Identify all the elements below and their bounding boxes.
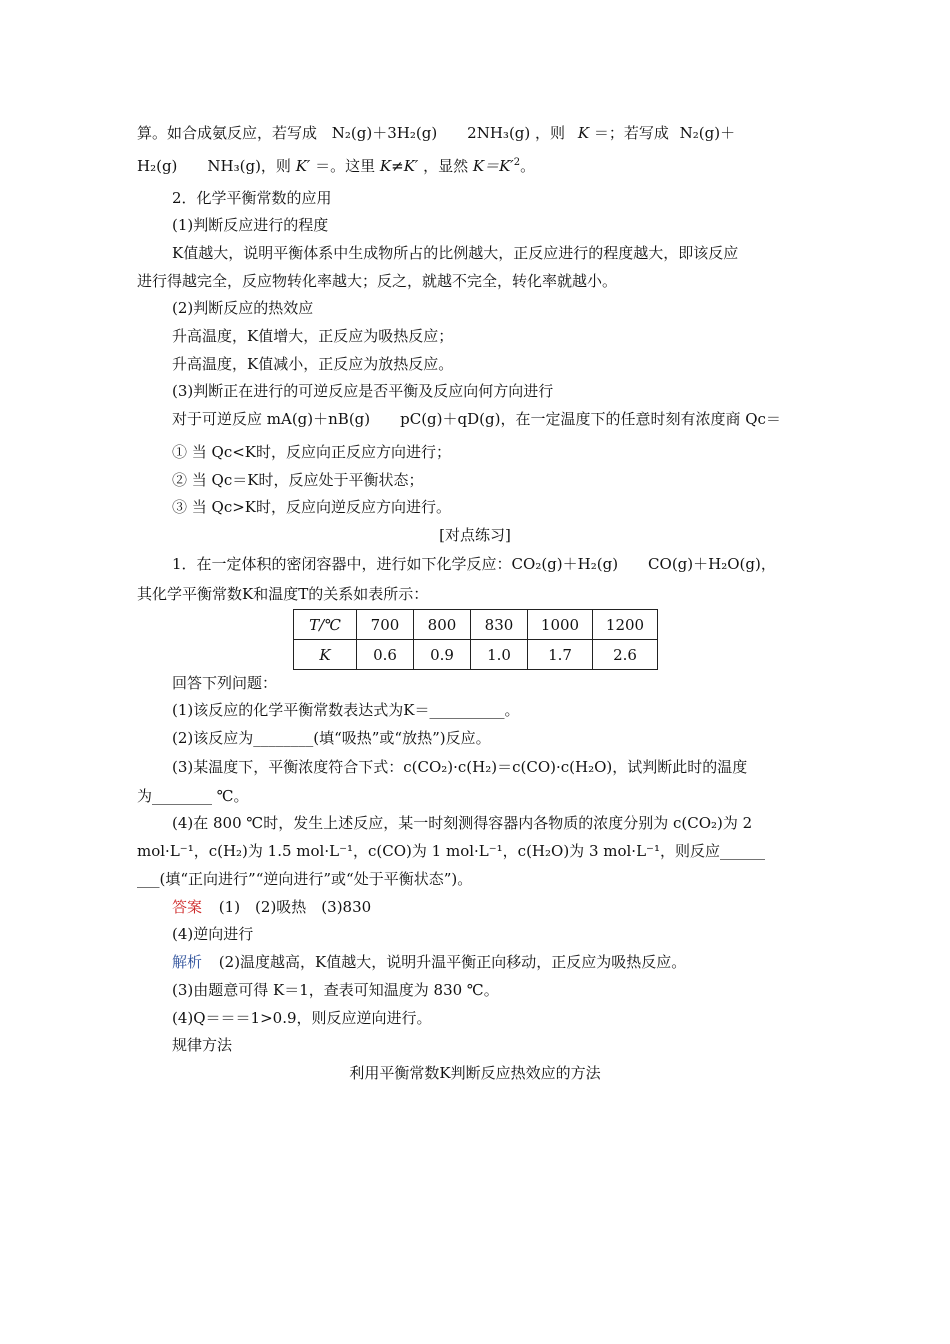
explanation-line: [172, 952, 686, 972]
table-cell: 0.6: [357, 640, 414, 670]
header-t: T/℃: [309, 615, 341, 634]
table-header-cell: [294, 610, 357, 640]
text: H₂(g) NH₃(g)，则: [137, 157, 291, 175]
superscript: 2: [513, 157, 521, 168]
question-4-line-3: ___(填“正向进行”“逆向进行”或“处于平衡状态”)。: [137, 870, 473, 888]
quotient-line: 对于可逆反应 mA(g)＋nB(g) pC(g)＋qD(g)，在一定温度下的任意时刻有浓度商 Qc＝: [172, 410, 781, 428]
answer-4: (4)逆向进行: [172, 925, 254, 943]
table-row: [294, 610, 658, 640]
answer-label: 答案: [172, 898, 203, 916]
table-cell: 700: [357, 610, 414, 640]
equation-fragment: N₂(g)＋: [679, 124, 736, 142]
table-cell: 1200: [593, 610, 658, 640]
case-2: ② 当 Qc＝K时，反应处于平衡状态；: [172, 471, 424, 489]
text: ＝。这里: [315, 157, 376, 175]
question-4-line-1: (4)在 800 ℃时，发生上述反应，某一时刻测得容器内各物质的浓度分别为 c(CO₂)为 2: [172, 814, 753, 832]
question-4-line-2: mol·L⁻¹，c(H₂)为 1.5 mol·L⁻¹，c(CO)为 1 mol·L⁻¹，c(H₂O)为 3 mol·L⁻¹，则反应______: [137, 842, 765, 860]
symbol-k-eq: K＝K′: [472, 157, 514, 175]
symbol-k-prime: K′: [295, 157, 311, 175]
symbol-k-neq: K≠K′: [379, 157, 419, 175]
answer-text: (1) (2)吸热 (3)830: [218, 898, 372, 916]
k-temperature-table: [293, 609, 658, 670]
section-2-title: 2．化学平衡常数的应用: [172, 189, 332, 207]
table-cell: 1000: [528, 610, 593, 640]
header-k: K: [319, 645, 331, 664]
symbol-k: K: [577, 124, 590, 142]
intro-line-2: [137, 156, 535, 176]
table-cell: 830: [471, 610, 528, 640]
answer-line: [172, 897, 371, 917]
heat-rule-1: 升高温度，K值增大，正反应为吸热反应；: [172, 327, 454, 345]
subsection-1: (1)判断反应进行的程度: [172, 216, 329, 234]
paragraph-1-line-1: K值越大，说明平衡体系中生成物所占的比例越大，正反应进行的程度越大，即该反应: [172, 244, 739, 262]
rule-title: 利用平衡常数K判断反应热效应的方法: [349, 1064, 601, 1082]
paragraph-1-line-2: 进行得越完全，反应物转化率越大；反之，就越不完全，转化率就越小。: [137, 272, 618, 290]
table-cell: 800: [414, 610, 471, 640]
table-cell: 2.6: [593, 640, 658, 670]
question-1: (1)该反应的化学平衡常数表达式为K＝__________。: [172, 701, 520, 719]
text: ＝；若写成: [593, 124, 669, 142]
text: ，显然: [423, 157, 469, 175]
heat-rule-2: 升高温度，K值减小，正反应为放热反应。: [172, 355, 454, 373]
rule-label: 规律方法: [172, 1036, 233, 1054]
case-1: ① 当 Qc<K时，反应向正反应方向进行；: [172, 443, 452, 461]
equation-ammonia: N₂(g)＋3H₂(g) 2NH₃(g): [331, 124, 531, 142]
table-row: [294, 640, 658, 670]
explanation-text: (2)温度越高，K值越大，说明升温平衡正向移动，正反应为吸热反应。: [218, 953, 687, 971]
question-3-line-1: (3)某温度下，平衡浓度符合下式：c(CO₂)·c(H₂)＝c(CO)·c(H₂O)，试判断此时的温度: [172, 758, 748, 776]
exercise-1-line-2: 其化学平衡常数K和温度T的关系如表所示：: [137, 585, 429, 603]
question-3-line-2: 为________ ℃。: [137, 787, 249, 805]
intro-line-1: [137, 123, 735, 143]
table-cell: 0.9: [414, 640, 471, 670]
text: 。: [520, 157, 536, 175]
subsection-3: (3)判断正在进行的可逆反应是否平衡及反应向何方向进行: [172, 382, 554, 400]
question-2: (2)该反应为________(填“吸热”或“放热”)反应。: [172, 729, 491, 747]
subsection-2: (2)判断反应的热效应: [172, 299, 314, 317]
case-3: ③ 当 Qc>K时，反应向逆反应方向进行。: [172, 498, 452, 516]
practice-heading: [对点练习]: [439, 526, 511, 544]
table-cell: 1.7: [528, 640, 593, 670]
answer-prompt: 回答下列问题：: [172, 674, 278, 692]
text: ，则: [535, 124, 566, 142]
table-header-cell: [294, 640, 357, 670]
explanation-2: (3)由题意可得 K＝1，查表可知温度为 830 ℃。: [172, 981, 499, 999]
explanation-label: 解析: [172, 953, 203, 971]
text: 算。如合成氨反应，若写成: [137, 124, 318, 142]
table-cell: 1.0: [471, 640, 528, 670]
exercise-1-line-1: 1．在一定体积的密闭容器中，进行如下化学反应：CO₂(g)＋H₂(g) CO(g)＋H₂O(g)，: [172, 555, 776, 573]
explanation-3: (4)Q＝＝＝1>0.9，则反应逆向进行。: [172, 1009, 432, 1027]
